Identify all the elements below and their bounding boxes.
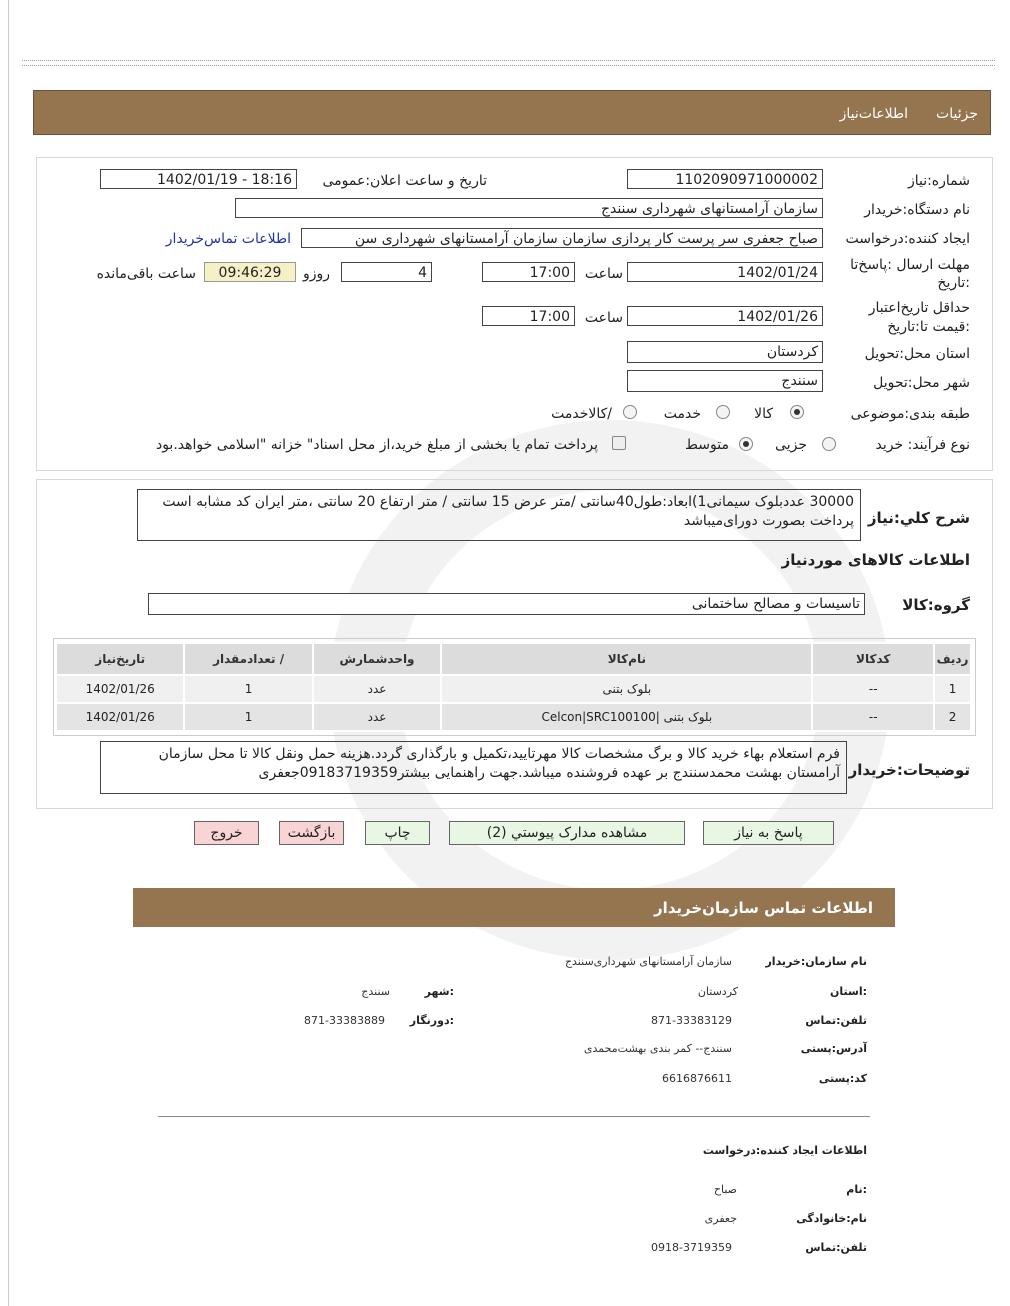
city-label: شهر محل:تحویل: [873, 375, 970, 391]
reply-deadline-label-2: :تاریخ: [937, 275, 970, 291]
city-field: سنندج: [627, 370, 823, 392]
category-goods-radio[interactable]: [790, 405, 804, 419]
category-service-radio[interactable]: [716, 405, 730, 419]
category-label: طبقه بندی:موضوعی: [850, 406, 970, 422]
announce-field: 1402/01/19 - 18:16: [100, 169, 297, 189]
goods-group-field: تاسیسات و مصالح ساختمانی: [148, 593, 865, 615]
buyer-contact-link[interactable]: اطلاعات تماس‌خریدار: [165, 231, 291, 247]
contact-province-label: :استان: [830, 985, 867, 998]
treasury-payment-note: پرداخت تمام یا بخشی از مبلغ خرید،از محل اسناد" خزانه "اسلامی خواهد.بود: [155, 437, 598, 453]
process-medium-label: متوسط: [685, 437, 729, 453]
remaining-time: 09:46:29: [204, 262, 296, 282]
attachments-button[interactable]: مشاهده مدارک پیوستي (2): [449, 821, 685, 845]
creator-label: ایجاد کننده:درخواست: [845, 231, 970, 247]
creator-phone-label: تلفن:تماس: [805, 1241, 867, 1254]
contact-fax: 871-33383889: [304, 1014, 385, 1027]
back-button[interactable]: بازگشت: [279, 821, 344, 845]
cell-row: 2: [934, 703, 971, 731]
process-medium-radio[interactable]: [739, 437, 753, 451]
buyer-org-label: نام دستگاه:خریدار: [864, 202, 970, 218]
contact-city-label: :شهر: [424, 985, 454, 998]
creator-family-label: نام:خانوادگی: [796, 1212, 867, 1225]
col-unit: واحدشمارش: [313, 643, 442, 675]
cell-unit: عدد: [313, 675, 442, 703]
reply-time-field: 17:00: [482, 262, 575, 282]
validity-time-field: 17:00: [482, 306, 575, 326]
contact-province: کردستان: [697, 985, 738, 998]
cell-date: 1402/01/26: [56, 703, 184, 731]
goods-group-label: گروه:کالا: [902, 596, 970, 614]
category-both-label: /کالاخدمت: [551, 406, 612, 422]
col-name: نام‌کالا: [441, 643, 812, 675]
creator-info-title: اطلاعات ایجاد کننده:درخواست: [702, 1144, 867, 1157]
tab-need-info[interactable]: اطلاعات‌نیاز: [839, 106, 908, 122]
left-border-line: [8, 0, 9, 1306]
province-label: استان محل:تحویل: [864, 346, 970, 362]
days-field: 4: [341, 262, 432, 282]
need-number-field: 1102090971000002: [627, 169, 823, 189]
contact-fax-label: :دورنگار: [409, 1014, 454, 1027]
creator-field: صباح جعفری سر پرست کار پردازی سازمان سازمان آرامستانهای شهرداری سن: [301, 228, 823, 248]
cell-name: بلوک بتنی |Celcon|SRC100100: [441, 703, 812, 731]
announce-label: تاریخ و ساعت اعلان:عمومی: [322, 173, 487, 189]
cell-name: بلوک بتنی: [441, 675, 812, 703]
validity-date-field: 1402/01/26: [627, 306, 823, 326]
contact-divider: [158, 1116, 870, 1117]
cell-unit: عدد: [313, 703, 442, 731]
creator-name-label: :نام: [846, 1183, 867, 1196]
goods-table: [55, 642, 972, 732]
buyer-notes-label: توضیحات:خریدار: [848, 761, 970, 779]
contact-postal: 6616876611: [662, 1072, 732, 1085]
province-field: کردستان: [627, 341, 823, 363]
summary-label: شرح کلي:نياز: [867, 509, 970, 527]
category-both-radio[interactable]: [623, 405, 637, 419]
print-button[interactable]: چاپ: [365, 821, 430, 845]
cell-row: 1: [934, 675, 971, 703]
summary-text: 30000 عددبلوک سیمانی1)ابعاد:طول40سانتی /متر عرض 15 سانتی / متر ارتفاع 20 سانتی ،متر ایران کد مشابه است پرداخت بصورت دورای‌میباشد: [137, 489, 861, 541]
contact-address-label: آدرس:پستی: [800, 1042, 867, 1055]
col-row: ردیف: [934, 643, 971, 675]
validity-label-1: حداقل تاریخ‌اعتبار: [868, 300, 970, 316]
buyer-contact-header: [133, 888, 895, 927]
process-minor-label: جزیی: [775, 437, 807, 453]
cell-code: --: [812, 675, 934, 703]
top-dotted-separator: [22, 60, 995, 66]
table-row: [56, 703, 971, 731]
reply-button[interactable]: پاسخ به نیاز: [703, 821, 834, 845]
goods-info-title: اطلاعات کالاهای موردنیاز: [781, 551, 970, 569]
buyer-notes-text: فرم استعلام بهاء خرید کالا و برگ مشخصات کالا مهرتایید،تکمیل و بارگذاری گردد.هزینه حمل ونقل کالا تا محل سازمان آرامستان بهشت محمدسنندج بر عهده فروشنده میباشد.جهت راهنمایی بیشتر09183719359جعفری: [100, 741, 847, 794]
reply-deadline-label-1: مهلت ارسال :پاسخ‌تا: [850, 257, 970, 273]
need-number-label: شماره:نیاز: [907, 173, 970, 189]
creator-phone: 0918-3719359: [651, 1241, 732, 1254]
creator-name: صباح: [713, 1183, 737, 1196]
treasury-payment-checkbox[interactable]: [612, 436, 626, 450]
category-goods-label: کالا: [754, 406, 773, 422]
validity-label-2: :قیمت تا:تاریخ: [887, 319, 970, 335]
validity-time-label: ساعت: [584, 310, 623, 326]
table-row: [56, 675, 971, 703]
contact-org: سازمان آرامستانهای شهرداری‌سنندج: [564, 955, 732, 968]
contact-phone-label: تلفن:تماس: [805, 1014, 867, 1027]
details-header-bar: [33, 90, 991, 135]
creator-family: جعفری: [704, 1212, 737, 1225]
days-label: روزو: [302, 266, 330, 282]
contact-phone: 871-33383129: [651, 1014, 732, 1027]
exit-button[interactable]: خروج: [194, 821, 259, 845]
buyer-contact-title: اطلاعات تماس سازمان‌خریدار: [653, 899, 873, 917]
cell-qty: 1: [184, 675, 312, 703]
buyer-org-field: سازمان آرامستانهای شهرداری سنندج: [235, 198, 823, 218]
contact-org-label: نام سازمان:خریدار: [765, 955, 867, 968]
col-code: کدکالا: [812, 643, 934, 675]
contact-postal-label: کد:پستی: [818, 1072, 867, 1085]
col-qty: / تعدادمقدار: [184, 643, 312, 675]
tab-details[interactable]: جزئیات: [936, 106, 978, 122]
contact-city: سنندج: [361, 985, 390, 998]
process-label: نوع فرآیند: خرید: [875, 437, 970, 453]
reply-date-field: 1402/01/24: [627, 262, 823, 282]
col-date: تاریخ‌نیاز: [56, 643, 184, 675]
process-minor-radio[interactable]: [822, 437, 836, 451]
contact-address: سنندج-- کمر بندی بهشت‌محمدی: [583, 1042, 732, 1055]
cell-qty: 1: [184, 703, 312, 731]
remaining-label: ساعت باقی‌مانده: [96, 266, 196, 282]
cell-date: 1402/01/26: [56, 675, 184, 703]
cell-code: --: [812, 703, 934, 731]
reply-time-label: ساعت: [584, 266, 623, 282]
category-service-label: خدمت: [663, 406, 701, 422]
